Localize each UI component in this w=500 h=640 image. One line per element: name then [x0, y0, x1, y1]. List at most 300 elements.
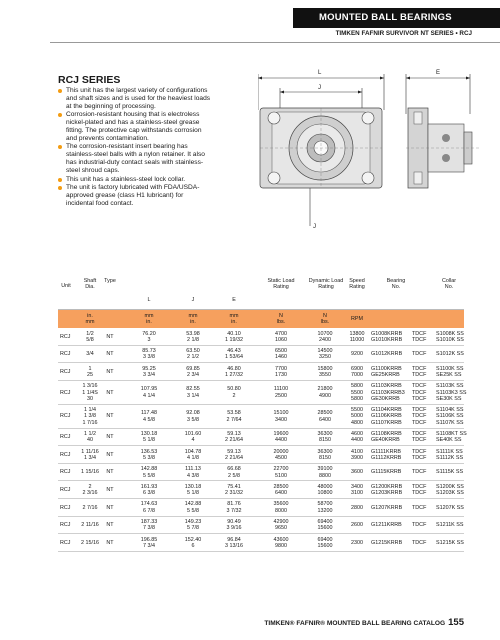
collar-no-cell-line: SE40K SS [436, 437, 462, 444]
speed-cell-line: 5500 [351, 407, 363, 414]
e-cell-line: 75.41 [227, 483, 241, 490]
dynamic-load-cell-line: 14500 [317, 348, 333, 355]
table-row [58, 346, 464, 364]
type-cell [103, 434, 117, 440]
j-cell [178, 431, 208, 444]
static-load-cell-line: 4500 [275, 454, 287, 461]
dynamic-load-cell-line: 21800 [317, 386, 333, 393]
header-type: Type [104, 278, 116, 284]
shaft-cell-line: 2 3/16 [82, 490, 98, 497]
dynamic-load-cell-line: 10800 [317, 490, 333, 497]
tdcf-cell-line: TDCF [412, 351, 427, 358]
bullet-line: at the beginning of processing. [66, 103, 156, 111]
dynamic-load-cell [310, 449, 340, 462]
speed-cell-line: 11000 [349, 336, 365, 343]
unit-cell [60, 522, 72, 528]
speed-cell [346, 407, 368, 426]
tdcf-cell-line: TDCF [412, 371, 427, 378]
speed-cell-line: 3900 [351, 454, 363, 461]
speed-cell [346, 383, 368, 402]
unit-cell [60, 487, 72, 493]
static-load-cell [266, 331, 296, 344]
l-cell-line: 3 3/4 [143, 371, 155, 378]
units-row [58, 310, 464, 328]
e-cell [219, 537, 249, 550]
header-j: J [191, 297, 195, 303]
l-cell [134, 537, 164, 550]
unit-cell-line: RCJ [60, 504, 71, 511]
l-cell-line: 130.18 [140, 431, 158, 438]
table-row [58, 363, 464, 381]
e-cell [219, 519, 249, 532]
bearing-no-cell-line: G1211KRRB [371, 522, 402, 529]
j-cell-line: 53.98 [186, 330, 200, 337]
j-cell-line: 2 1/2 [187, 354, 199, 361]
dynamic-load-cell [310, 331, 340, 344]
speed-cell [346, 366, 368, 379]
shaft-cell-line: 1 1/4S [82, 389, 98, 396]
static-load-cell-line: 11100 [273, 386, 289, 393]
e-cell-line: 59.13 [227, 431, 241, 438]
footer-text: TIMKEN® FAFNIR® MOUNTED BALL BEARING CATALOG [264, 620, 446, 627]
e-cell-line: 90.49 [227, 519, 241, 526]
e-cell-line: 1 27/32 [225, 371, 243, 378]
bullet-line: approved grease (class H1 lubricant) for [66, 191, 184, 199]
table-row [58, 446, 464, 464]
j-cell [178, 449, 208, 462]
e-cell [219, 484, 249, 497]
tdcf-cell-line: TDCF [412, 522, 427, 529]
l-cell-line: 4 5/8 [143, 416, 155, 423]
static-load-cell [266, 366, 296, 379]
type-cell-line: NT [106, 504, 114, 511]
bullet-line: The corrosion-resistant insert bearing has [66, 143, 188, 151]
type-cell [103, 540, 117, 546]
collar-no-cell-line: SE25K SS [436, 371, 462, 378]
header-unit: Unit [61, 283, 71, 289]
e-cell [219, 466, 249, 479]
dynamic-load-cell-line: 6400 [319, 416, 331, 423]
dynamic-load-cell-line: 15800 [317, 365, 333, 372]
e-cell [219, 410, 249, 423]
type-cell-line: NT [106, 389, 114, 396]
tdcf-cell-line: TDCF [412, 454, 427, 461]
collar-no-cell-line: S1108KT SS [436, 431, 467, 438]
static-load-cell-line: 3400 [275, 416, 287, 423]
dynamic-load-cell-line: 13200 [317, 507, 333, 514]
static-load-cell-line: 9650 [275, 525, 287, 532]
e-cell-line: 3 13/16 [225, 542, 243, 549]
dynamic-load-cell-line: 3550 [319, 371, 331, 378]
table-row [58, 381, 467, 405]
e-cell [219, 449, 249, 462]
speed-cell [346, 351, 368, 357]
unit-shaft: in. mm [85, 313, 95, 326]
j-cell-line: 6 [191, 542, 195, 549]
shaft-cell-line: 2 7/16 [82, 504, 98, 511]
speed-cell [346, 331, 368, 344]
collar-no-cell-line: S1207K SS [436, 504, 464, 511]
l-cell-line: 136.53 [140, 448, 158, 455]
collar-no-cell-line: S1103K3 SS [436, 389, 467, 396]
header-rule [50, 42, 500, 43]
bearing-no-cell-line: G1008KRRB [371, 330, 403, 337]
e-cell [219, 431, 249, 444]
bullet-line: This unit has the largest variety of configurations [66, 87, 208, 94]
type-cell-line: NT [106, 351, 114, 358]
shaft-cell-line: 40 [87, 437, 93, 444]
collar-no-cell-line: S1100K SS [436, 365, 464, 372]
e-cell-line: 2 21/64 [225, 454, 243, 461]
l-cell-line: 5 5/8 [143, 472, 155, 479]
l-cell-line: 5 1/8 [143, 437, 155, 444]
static-load-cell [266, 348, 296, 361]
unit-cell-line: RCJ [60, 539, 71, 546]
type-cell [103, 522, 117, 528]
bearing-no-cell-line: G1100KRRB [371, 365, 402, 372]
speed-cell-line: 5500 [351, 389, 363, 396]
static-load-cell-line: 8000 [275, 507, 287, 514]
tdcf-cell-line: TDCF [412, 448, 427, 455]
shaft-cell-line: 1 7/16 [82, 419, 98, 426]
bearing-no-cell-line: G1207KRRB [371, 504, 403, 511]
speed-cell-line: 6900 [351, 365, 363, 372]
shaft-cell [80, 383, 100, 402]
bullet-line: fitting. The protective cap withstands corrosion [66, 127, 202, 135]
tdcf-cell [412, 407, 428, 426]
e-cell-line: 96.84 [227, 536, 241, 543]
j-cell-line: 4 [191, 437, 195, 444]
tdcf-cell [412, 431, 428, 444]
dynamic-load-cell-line: 8150 [319, 437, 331, 444]
collar-no-cell-line: S1106K SS [436, 413, 464, 420]
static-load-cell [266, 519, 296, 532]
speed-cell [346, 505, 368, 511]
dynamic-load-cell-line: 28500 [317, 410, 333, 417]
speed-cell-line: 4800 [351, 419, 363, 426]
l-cell [134, 386, 164, 399]
table-row [58, 517, 464, 535]
dynamic-load-cell-line: 10700 [317, 330, 333, 337]
l-cell [134, 449, 164, 462]
l-cell-line: 7 3/4 [143, 542, 155, 549]
speed-cell-line: 4400 [351, 437, 363, 444]
tdcf-cell [412, 383, 428, 402]
bearing-table [58, 266, 467, 552]
shaft-cell-line: 2 [88, 483, 92, 490]
header-static: Static Load Rating [267, 278, 295, 291]
j-cell [178, 501, 208, 514]
l-cell [134, 366, 164, 379]
shaft-cell-line: 1 3/4 [84, 454, 96, 461]
collar-no-cell [436, 407, 470, 426]
dynamic-load-cell-line: 8800 [319, 472, 331, 479]
feature-bullet [58, 111, 252, 143]
j-cell-line: 149.23 [184, 519, 202, 526]
l-cell-line: 174.63 [140, 501, 158, 508]
static-load-cell [266, 431, 296, 444]
bearing-drawing [258, 68, 494, 243]
type-cell [103, 413, 117, 419]
e-cell-line: 59.13 [227, 448, 241, 455]
j-cell-line: 130.18 [184, 483, 202, 490]
label-j-vertical: J [313, 224, 316, 230]
tdcf-cell [412, 366, 428, 379]
type-cell [103, 351, 117, 357]
collar-no-cell-line: S1203K SS [436, 490, 464, 497]
shaft-cell-line: 25 [87, 371, 93, 378]
speed-cell-line: 5000 [351, 413, 363, 420]
dynamic-load-cell [310, 519, 340, 532]
collar-no-cell-line: S1115K SS [436, 469, 464, 476]
shaft-cell [80, 449, 100, 462]
tdcf-cell [412, 449, 428, 462]
speed-cell-line: 2600 [351, 522, 363, 529]
static-load-cell-line: 42900 [273, 519, 289, 526]
tdcf-cell [412, 331, 428, 344]
static-load-cell [266, 410, 296, 423]
l-cell [134, 484, 164, 497]
l-cell-line: 3 3/8 [143, 354, 155, 361]
unit-cell-line: RCJ [60, 368, 71, 375]
static-load-cell-line: 4400 [275, 437, 287, 444]
type-cell-line: NT [106, 469, 114, 476]
collar-no-cell [436, 449, 470, 462]
unit-cell [60, 351, 72, 357]
unit-cell-line: RCJ [60, 469, 71, 476]
speed-cell-line: 3100 [351, 490, 363, 497]
dynamic-load-cell [310, 431, 340, 444]
j-cell-line: 101.60 [184, 431, 202, 438]
bullet-line: and prevents contamination. [66, 135, 149, 143]
bearing-no-cell-line: G1111KRRB [371, 448, 401, 455]
header-dynamic: Dynamic Load Rating [308, 278, 344, 291]
tdcf-cell-line: TDCF [412, 389, 427, 396]
l-cell-line: 196.85 [140, 536, 158, 543]
type-cell [103, 469, 117, 475]
collar-no-cell [436, 540, 470, 546]
tdcf-cell-line: TDCF [412, 469, 427, 476]
table-header [58, 266, 464, 310]
l-cell [134, 431, 164, 444]
shaft-cell [80, 331, 100, 344]
shaft-cell-line: 1 1/2 [84, 431, 96, 438]
dynamic-load-cell-line: 36300 [317, 448, 333, 455]
bearing-no-cell-line: G1203KRRB [371, 490, 403, 497]
type-cell [103, 505, 117, 511]
unit-cell-line: RCJ [60, 333, 71, 340]
l-cell-line: 3 [147, 336, 151, 343]
type-cell [103, 452, 117, 458]
header-shaft: Shaft Dia. [83, 278, 97, 291]
page-number: 155 [448, 617, 464, 628]
j-cell [178, 331, 208, 344]
speed-cell-line: 4100 [351, 448, 363, 455]
e-cell-line: 53.58 [227, 410, 241, 417]
feature-bullet [58, 143, 252, 175]
unit-dynamic: N lbs. [320, 313, 330, 326]
bullet-line: has industrial-duty contact seals with stainless- [66, 159, 204, 167]
static-load-cell-line: 6500 [275, 348, 287, 355]
shaft-cell [80, 469, 100, 475]
unit-cell-line: RCJ [60, 351, 71, 358]
type-cell-line: NT [106, 486, 114, 493]
tdcf-cell-line: TDCF [412, 365, 427, 372]
collar-no-cell-line: S1008K SS [436, 330, 464, 337]
unit-cell-line: RCJ [60, 413, 71, 420]
tdcf-cell [412, 469, 428, 475]
type-cell-line: NT [106, 451, 114, 458]
speed-cell-line: 2800 [351, 504, 363, 511]
collar-no-cell [436, 469, 470, 475]
unit-cell [60, 334, 72, 340]
dynamic-load-cell-line: 69400 [317, 536, 333, 543]
dynamic-load-cell [310, 410, 340, 423]
bearing-no-cell-line: G1112KRRB [371, 454, 402, 461]
type-cell [103, 334, 117, 340]
static-load-cell-line: 1730 [275, 371, 287, 378]
l-cell-line: 76.20 [142, 330, 156, 337]
e-cell-line: 1 19/32 [225, 336, 243, 343]
unit-l: mm in. [144, 313, 154, 326]
j-cell-line: 104.78 [184, 448, 202, 455]
static-load-cell-line: 28500 [273, 483, 289, 490]
type-cell-line: NT [106, 434, 114, 441]
tdcf-cell [412, 540, 428, 546]
dynamic-load-cell [310, 501, 340, 514]
tdcf-cell-line: TDCF [412, 336, 427, 343]
static-load-cell [266, 386, 296, 399]
dynamic-load-cell [310, 537, 340, 550]
bullet-line: The unit is factory lubricated with FDA/USDA- [66, 183, 200, 191]
e-cell-line: 3 7/32 [226, 507, 242, 514]
bullet-dot-icon [58, 145, 62, 149]
e-cell [219, 386, 249, 399]
type-cell [103, 487, 117, 493]
static-load-cell [266, 466, 296, 479]
table-row [58, 429, 467, 447]
e-cell-line: 81.76 [227, 501, 241, 508]
static-load-cell [266, 537, 296, 550]
dynamic-load-cell-line: 39100 [317, 466, 333, 473]
l-cell-line: 95.25 [142, 365, 156, 372]
shaft-cell-line: 5/8 [86, 336, 94, 343]
j-cell-line: 111.13 [185, 466, 201, 473]
static-load-cell-line: 43600 [273, 536, 289, 543]
speed-cell [346, 484, 368, 497]
collar-no-cell-line: S1215K SS [436, 539, 464, 546]
bearing-no-cell-line: G1108KRRB [371, 431, 402, 438]
table-body [58, 328, 467, 552]
static-load-cell-line: 5100 [275, 472, 287, 479]
unit-cell [60, 540, 72, 546]
collar-no-cell-line: S1200K SS [436, 483, 464, 490]
tdcf-cell-line: TDCF [412, 490, 427, 497]
j-cell-line: 3 1/4 [187, 392, 199, 399]
collar-no-cell-line: SE30K SS [436, 395, 462, 402]
static-load-cell [266, 484, 296, 497]
unit-speed: RPM [351, 316, 363, 322]
tdcf-cell-line: TDCF [412, 431, 427, 438]
header-subtitle: TIMKEN FAFNIR SURVIVOR NT SERIES • RCJ [335, 30, 472, 37]
collar-no-cell-line: S1111K SS [436, 448, 463, 455]
l-cell [134, 501, 164, 514]
j-cell [178, 348, 208, 361]
unit-cell [60, 390, 72, 396]
dynamic-load-cell [310, 348, 340, 361]
l-cell-line: 6 3/8 [143, 490, 155, 497]
dynamic-load-cell-line: 4900 [319, 392, 331, 399]
e-cell-line: 1 53/64 [225, 354, 243, 361]
type-cell-line: NT [106, 333, 114, 340]
static-load-cell-line: 2500 [275, 392, 287, 399]
static-load-cell-line: 15100 [273, 410, 289, 417]
tdcf-cell-line: TDCF [412, 504, 427, 511]
j-cell-line: 92.08 [186, 410, 200, 417]
unit-cell [60, 369, 72, 375]
j-cell-line: 5 1/8 [187, 490, 199, 497]
j-cell-line: 152.40 [184, 536, 202, 543]
shaft-cell-line: 1 3/16 [82, 383, 98, 390]
unit-cell-line: RCJ [60, 522, 71, 529]
dynamic-load-cell-line: 36300 [317, 431, 333, 438]
feature-bullet [58, 87, 252, 111]
speed-cell [346, 449, 368, 462]
collar-no-cell [436, 366, 470, 379]
collar-no-cell-line: S1107K SS [436, 419, 464, 426]
tdcf-cell [412, 484, 428, 497]
header-collar: Collar No. [441, 278, 457, 291]
bullet-line: stainless-steel balls with a nylon retainer. It also [66, 151, 205, 159]
header-l: L [147, 297, 151, 303]
collar-no-cell [436, 431, 470, 444]
bearing-no-cell-line: G1012KRRB [371, 351, 403, 358]
bearing-no-cell-line: G1103KRRB3 [371, 389, 405, 396]
e-cell-line: 66.68 [227, 466, 241, 473]
housing-side-view [406, 108, 480, 188]
type-cell-line: NT [106, 539, 114, 546]
shaft-cell [80, 522, 100, 528]
j-cell-line: 2 1/8 [187, 336, 199, 343]
table-row [58, 499, 464, 517]
bullet-dot-icon [58, 186, 62, 190]
j-cell-line: 3 5/8 [187, 416, 199, 423]
shaft-cell [80, 351, 100, 357]
feature-list [58, 87, 252, 208]
e-cell-line: 46.80 [227, 365, 241, 372]
unit-cell [60, 469, 72, 475]
dynamic-load-cell [310, 484, 340, 497]
unit-cell [60, 452, 72, 458]
unit-cell [60, 505, 72, 511]
tdcf-cell-line: TDCF [412, 419, 427, 426]
shaft-cell-line: 2 11/16 [81, 522, 99, 529]
j-cell [178, 519, 208, 532]
shaft-cell-line: 3/4 [86, 351, 94, 358]
header-title: MOUNTED BALL BEARINGS [293, 8, 500, 28]
l-cell [134, 410, 164, 423]
bullet-dot-icon [58, 89, 62, 93]
tdcf-cell-line: TDCF [412, 330, 427, 337]
speed-cell [346, 469, 368, 475]
bearing-no-cell-line: GE30KRRB [371, 395, 400, 402]
bearing-no-cell-line: G1200KRRB [371, 483, 403, 490]
j-cell [178, 366, 208, 379]
shaft-cell-line: 2 15/16 [81, 539, 99, 546]
j-cell-line: 4 1/8 [187, 454, 199, 461]
collar-no-cell [436, 522, 470, 528]
feature-bullet [58, 176, 252, 184]
